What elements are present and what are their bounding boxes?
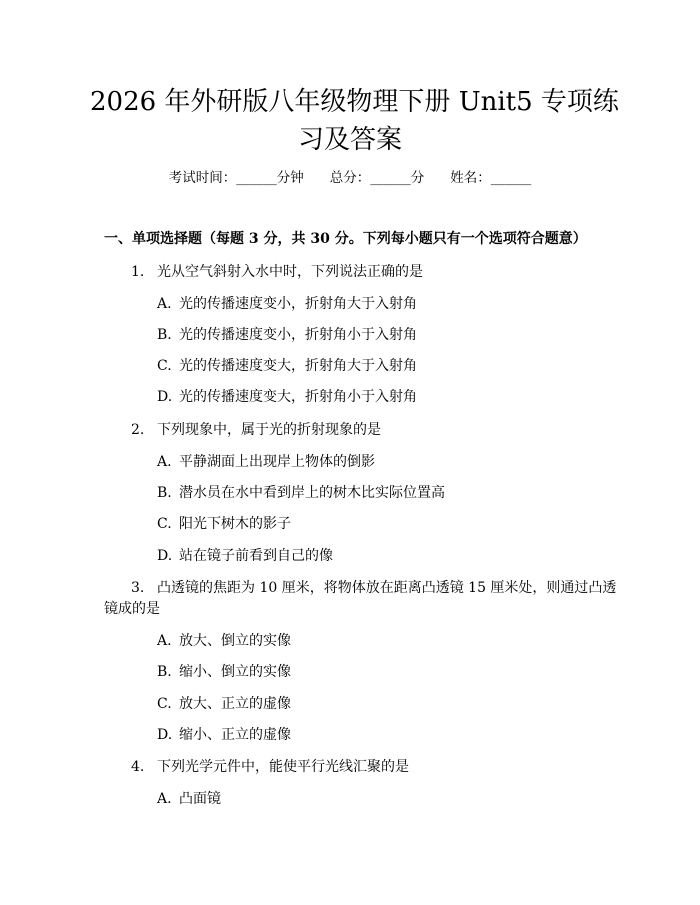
option-letter: C.	[157, 516, 172, 532]
question-3-option-a	[157, 631, 291, 651]
question-2-stem	[131, 420, 381, 440]
option-text: 阳光下树木的影子	[179, 516, 291, 532]
total-score-field: 总分：______分	[329, 170, 425, 186]
option-letter: C.	[157, 358, 172, 374]
question-1-stem	[131, 262, 423, 282]
question-3-option-d	[157, 725, 291, 745]
option-letter: A.	[157, 633, 172, 649]
option-letter: A.	[157, 454, 172, 470]
option-text: 站在镜子前看到自己的像	[179, 548, 333, 564]
question-1-option-d	[157, 387, 417, 407]
option-text: 缩小、倒立的实像	[179, 664, 291, 680]
option-text: 光的传播速度变小，折射角大于入射角	[179, 296, 417, 312]
page-title-line-2: 习及答案	[297, 125, 402, 155]
option-text: 缩小、正立的虚像	[179, 727, 291, 743]
option-letter: C.	[157, 696, 172, 712]
question-text: 下列光学元件中，能使平行光线汇聚的是	[157, 759, 409, 775]
question-2-option-d	[157, 546, 333, 566]
question-1-option-c	[157, 356, 417, 376]
option-letter: A.	[157, 791, 172, 807]
exam-time-field: 考试时间：______分钟	[168, 170, 304, 186]
question-4-stem	[131, 757, 409, 777]
question-3-option-c	[157, 694, 291, 714]
question-number: 2.	[131, 422, 145, 438]
option-letter: B.	[157, 664, 172, 680]
option-letter: D.	[157, 727, 173, 743]
student-name-field: 姓名：______	[450, 170, 532, 186]
question-2-option-c	[157, 514, 291, 534]
question-text: 光从空气斜射入水中时，下列说法正确的是	[157, 264, 423, 280]
exam-meta	[0, 168, 700, 188]
page-title-line-1: 2026 年外研版八年级物理下册 Unit5 专项练	[90, 87, 619, 117]
option-letter: B.	[157, 485, 172, 501]
question-3-option-b	[157, 662, 291, 682]
question-2-option-a	[157, 452, 375, 472]
option-text: 平静湖面上出现岸上物体的倒影	[179, 454, 375, 470]
option-letter: A.	[157, 296, 172, 312]
option-text: 放大、正立的虚像	[179, 696, 291, 712]
option-letter: B.	[157, 327, 172, 343]
section-heading-single-choice: 一、单项选择题（每题 3 分，共 30 分。下列每小题只有一个选项符合题意）	[104, 231, 587, 247]
question-3-stem-continued: 镜成的是	[104, 601, 160, 617]
question-3-stem	[131, 578, 616, 598]
question-4-option-a	[157, 789, 221, 809]
option-text: 光的传播速度变小，折射角小于入射角	[179, 327, 417, 343]
option-text: 光的传播速度变大，折射角大于入射角	[179, 358, 417, 374]
question-number: 3.	[131, 580, 145, 596]
question-1-option-a	[157, 294, 417, 314]
option-letter: D.	[157, 389, 173, 405]
question-text: 凸透镜的焦距为 10 厘米，将物体放在距离凸透镜 15 厘米处，则通过凸透	[157, 580, 617, 596]
option-text: 潜水员在水中看到岸上的树木比实际位置高	[179, 485, 445, 501]
question-2-option-b	[157, 483, 445, 503]
option-text: 放大、倒立的实像	[179, 633, 291, 649]
question-1-option-b	[157, 325, 417, 345]
question-number: 1.	[131, 264, 145, 280]
question-number: 4.	[131, 759, 145, 775]
option-text: 光的传播速度变大，折射角小于入射角	[179, 389, 417, 405]
question-text: 下列现象中，属于光的折射现象的是	[157, 422, 381, 438]
option-letter: D.	[157, 548, 173, 564]
option-text: 凸面镜	[179, 791, 221, 807]
